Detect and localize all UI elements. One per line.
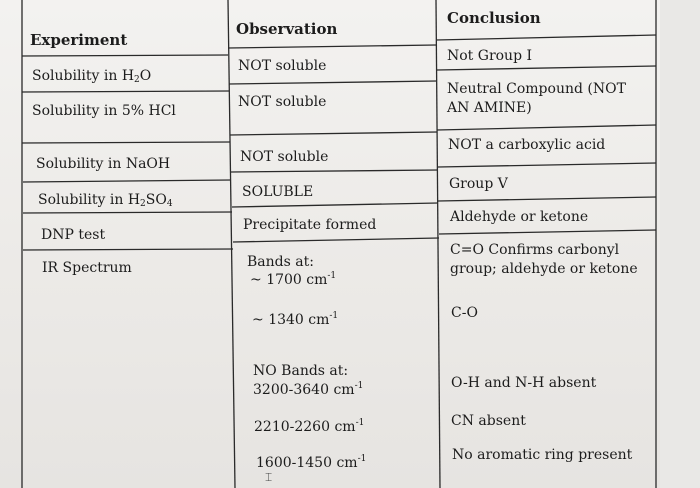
ir-concl-oh-nh: O-H and N-H absent bbox=[451, 375, 597, 391]
header-experiment: Experiment bbox=[30, 31, 128, 49]
observation-hcl: NOT soluble bbox=[238, 94, 327, 110]
conclusion-h2so4: Group V bbox=[449, 176, 508, 192]
ir-concl-carbonyl-line1: C=O Confirms carbonyl bbox=[450, 242, 620, 258]
experiment-h2so4: Solubility in $H_2SO_4$ bbox=[38, 192, 173, 209]
ir-band-1700: ~ 1700 $cm^{-1}$ bbox=[250, 271, 337, 288]
experiment-hcl: Solubility in 5% HCl bbox=[32, 103, 176, 119]
conclusion-dnp: Aldehyde or ketone bbox=[450, 209, 589, 225]
observation-h2so4: SOLUBLE bbox=[242, 184, 314, 200]
observation-dnp: Precipitate formed bbox=[243, 217, 377, 233]
ir-concl-cn: CN absent bbox=[451, 413, 526, 429]
ir-concl-aromatic: No aromatic ring present bbox=[452, 447, 633, 463]
header-observation: Observation bbox=[236, 20, 338, 38]
experiment-dnp: DNP test bbox=[41, 227, 106, 243]
ir-band-3200: 3200-3640 $cm^{-1}$ bbox=[253, 381, 364, 398]
experiment-ir: IR Spectrum bbox=[42, 260, 132, 276]
ir-concl-co: C-O bbox=[451, 305, 478, 321]
ir-concl-carbonyl-line2: group; aldehyde or ketone bbox=[450, 261, 638, 277]
conclusion-water: Not Group I bbox=[447, 48, 533, 64]
ir-band-1600: 1600-1450 $cm^{-1}$ bbox=[256, 454, 367, 471]
conclusion-naoh: NOT a carboxylic acid bbox=[448, 137, 606, 153]
ir-band-2210: 2210-2260 $cm^{-1}$ bbox=[254, 418, 365, 435]
observation-naoh: NOT soluble bbox=[240, 149, 329, 165]
experiment-naoh: Solubility in NaOH bbox=[36, 156, 171, 172]
ir-nobands-label: NO Bands at: bbox=[253, 363, 349, 379]
text-cursor-icon: ⌶ bbox=[265, 470, 273, 484]
conclusion-hcl-line2: AN AMINE) bbox=[447, 100, 532, 116]
experiment-water: Solubility in $H_2O$ bbox=[32, 68, 152, 85]
observation-water: NOT soluble bbox=[238, 58, 327, 74]
conclusion-hcl-line1: Neutral Compound (NOT bbox=[447, 81, 626, 97]
header-conclusion: Conclusion bbox=[447, 9, 541, 27]
ir-band-1340: ~ 1340 $cm^{-1}$ bbox=[252, 311, 339, 328]
ir-bands-label: Bands at: bbox=[247, 254, 314, 270]
